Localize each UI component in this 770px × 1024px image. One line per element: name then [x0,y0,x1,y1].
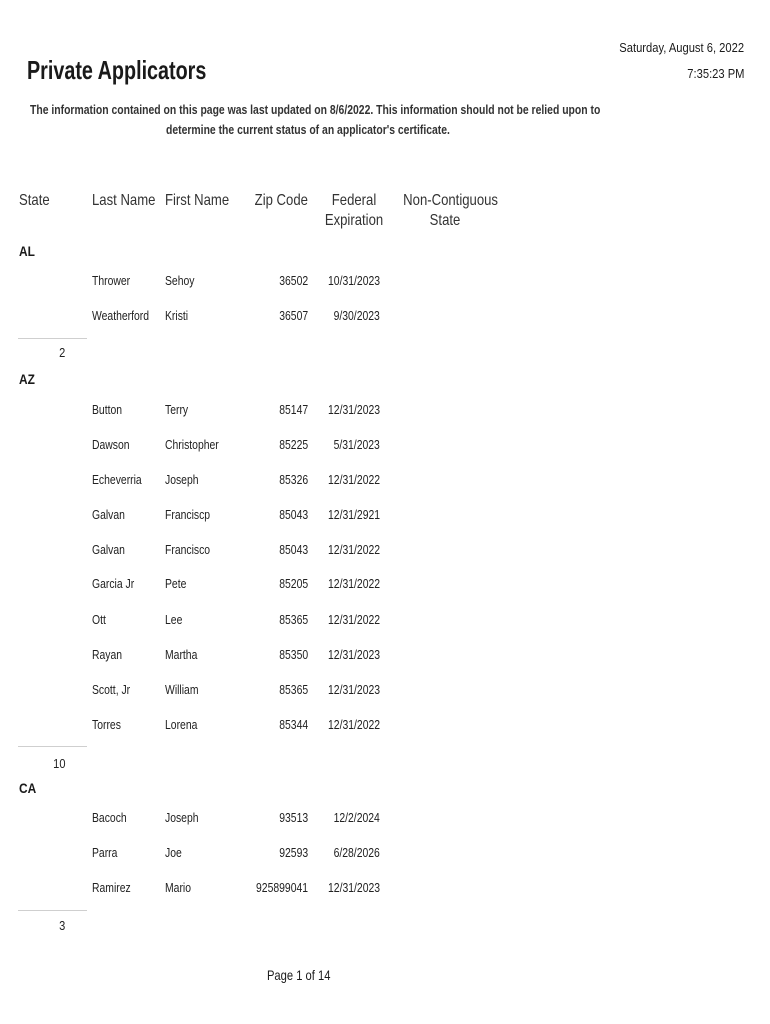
column-header-federal-expiration [321,192,387,230]
update-notice [30,100,614,140]
row-zip-code: 925899041 [255,880,308,895]
row-federal-expiration: 12/31/2023 [327,682,380,697]
column-header-zip-code: Zip Code [254,192,308,209]
row-zip-code: 85365 [279,612,308,627]
row-first-name: Kristi [165,308,189,323]
group-count: 10 [52,756,65,771]
group-divider [18,338,87,339]
column-header-noncontiguous-line-1: Non-Contiguous [403,192,498,209]
page-footer [0,967,597,983]
row-last-name: Rayan [92,647,123,662]
page-number: Page 1 of 14 [266,967,331,983]
row-first-name: Francisco [165,542,211,557]
row-last-name: Garcia Jr [92,576,135,591]
row-zip-code: 85344 [279,717,308,732]
column-header-first-name: First Name [165,192,230,209]
row-federal-expiration: 12/31/2921 [327,507,380,522]
update-notice-line-2: determine the current status of an applicator's certificate. [166,122,450,137]
row-zip-code: 36507 [279,308,308,323]
row-last-name: Bacoch [92,810,127,825]
row-zip-code: 92593 [279,845,308,860]
row-first-name: Joseph [165,472,199,487]
group-count: 3 [58,918,65,933]
row-federal-expiration: 12/31/2023 [327,880,380,895]
row-last-name: Galvan [92,507,125,522]
row-zip-code: 85350 [279,647,308,662]
row-first-name: Christopher [165,437,219,452]
row-first-name: Franciscp [165,507,211,522]
row-first-name: Joseph [165,810,199,825]
row-zip-code: 85205 [279,576,308,591]
row-last-name: Ott [92,612,106,627]
row-zip-code: 85225 [279,437,308,452]
report-date: Saturday, August 6, 2022 [619,40,744,55]
row-first-name: Terry [165,402,189,417]
column-header-last-name: Last Name [92,192,156,209]
row-federal-expiration: 10/31/2023 [327,273,380,288]
group-divider [18,746,87,747]
row-zip-code: 85043 [279,507,308,522]
row-last-name: Galvan [92,542,125,557]
row-first-name: Lorena [165,717,198,732]
row-federal-expiration: 12/31/2022 [327,576,380,591]
row-last-name: Parra [92,845,118,860]
row-federal-expiration: 12/31/2022 [327,717,380,732]
row-zip-code: 85326 [279,472,308,487]
row-last-name: Ramirez [92,880,131,895]
row-last-name: Dawson [92,437,130,452]
row-federal-expiration: 12/31/2023 [327,402,380,417]
state-group-code: CA [19,780,37,796]
row-last-name: Weatherford [92,308,150,323]
row-first-name: Lee [165,612,183,627]
state-group-code: AL [19,243,35,259]
row-zip-code: 85147 [279,402,308,417]
update-notice-line-1: The information contained on this page was last updated on 8/6/2022. This information should not be relied upon to [30,102,601,117]
column-header-state: State [19,192,50,209]
column-header-federal-line-2: Expiration [324,212,384,229]
row-federal-expiration: 12/2/2024 [333,810,380,825]
row-federal-expiration: 5/31/2023 [333,437,380,452]
state-group-code: AZ [19,371,35,387]
row-federal-expiration: 12/31/2023 [327,647,380,662]
column-header-noncontiguous-state [403,192,498,230]
row-zip-code: 36502 [279,273,308,288]
group-count: 2 [58,345,65,360]
row-first-name: Martha [165,647,198,662]
row-first-name: Pete [165,576,187,591]
report-time: 7:35:23 PM [686,66,744,81]
column-header-noncontiguous-line-2: State [429,212,461,229]
row-last-name: Torres [92,717,121,732]
row-first-name: Joe [165,845,182,860]
column-header-federal-line-1: Federal [331,192,377,209]
row-first-name: Sehoy [165,273,195,288]
row-zip-code: 85043 [279,542,308,557]
row-federal-expiration: 9/30/2023 [333,308,380,323]
page-title: Private Applicators [27,55,207,85]
row-first-name: Mario [165,880,192,895]
row-federal-expiration: 12/31/2022 [327,612,380,627]
row-zip-code: 93513 [279,810,308,825]
row-zip-code: 85365 [279,682,308,697]
group-divider [18,910,87,911]
row-federal-expiration: 12/31/2022 [327,472,380,487]
row-federal-expiration: 6/28/2026 [333,845,380,860]
row-last-name: Scott, Jr [92,682,131,697]
row-first-name: William [165,682,199,697]
row-last-name: Echeverria [92,472,142,487]
row-federal-expiration: 12/31/2022 [327,542,380,557]
row-last-name: Button [92,402,123,417]
row-last-name: Thrower [92,273,131,288]
